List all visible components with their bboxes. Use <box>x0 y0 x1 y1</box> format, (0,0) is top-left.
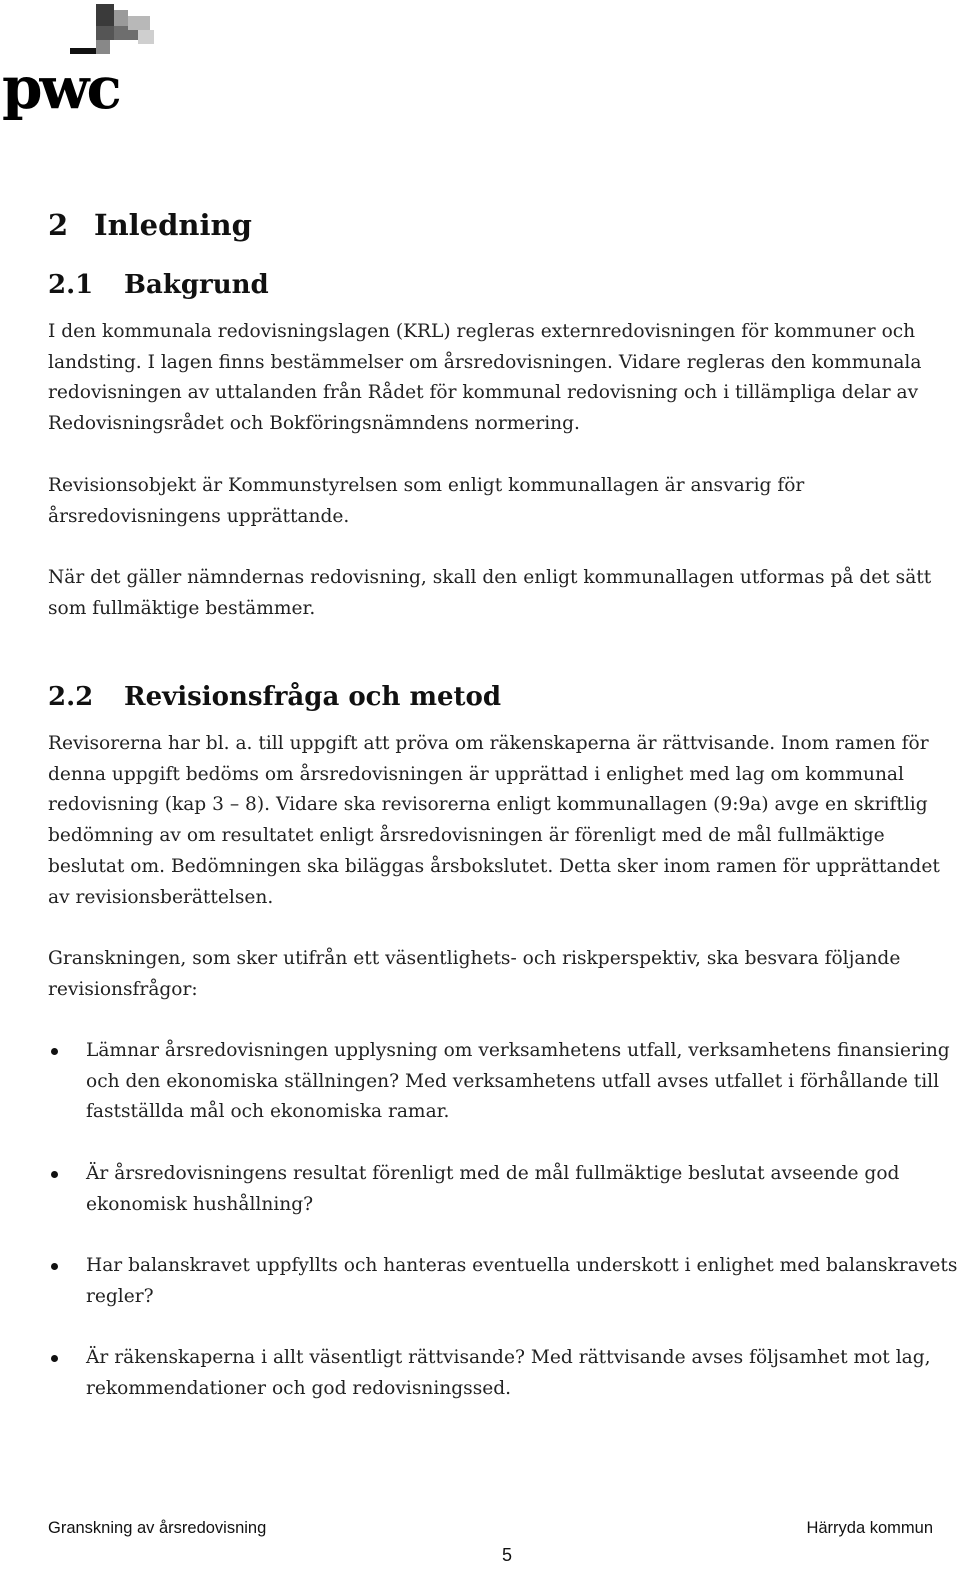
bullet-icon <box>51 1171 58 1178</box>
paragraph: När det gäller nämndernas redovisning, skall den enligt kommunallagen utformas på det sätt som fullmäktige bestämmer. <box>48 567 932 619</box>
section-number: 2.1 <box>48 270 94 300</box>
bullet-icon <box>51 1263 58 1270</box>
chapter-number: 2 <box>48 208 69 242</box>
list-item-text: Har balanskravet uppfyllts och hanteras eventuella underskott i enlighet med balanskravets regler? <box>86 1255 958 1307</box>
logo-wordmark: pwc <box>2 54 119 122</box>
paragraph: Revisorerna har bl. a. till uppgift att pröva om räkenskaperna är rättvisande. Inom ramen för denna uppgift bedöms om årsredovisningen är upprättad i enlighet med lag om kommunal redovisning (kap 3 – 8). Vidare ska revisorerna enligt kommunallagen (9:9a) avge en skriftlig bedömning av om resultatet enligt årsredovisningen är förenligt med de mål fullmäktige beslutat om. Bedömningen ska biläggas årsbokslutet. Detta sker inom ramen för upprättandet av revisionsberättelsen. <box>48 733 940 908</box>
list-item-text: Är räkenskaperna i allt väsentligt rättvisande? Med rättvisande avses följsamhet mot lag, rekommendationer och god redovisningssed. <box>86 1347 931 1399</box>
pwc-logo-blocks-icon <box>70 0 160 60</box>
section-title: Bakgrund <box>124 270 269 300</box>
list-item-text: Lämnar årsredovisningen upplysning om verksamhetens utfall, verksamhetens finansiering och den ekonomiska ställningen? Med verksamhetens utfall avses utfallet i förhållande till fastställda mål och ekonomiska ramar. <box>86 1040 950 1123</box>
section-heading-bakgrund <box>48 270 269 300</box>
page-number: 5 <box>502 1545 513 1565</box>
paragraph: Granskningen, som sker utifrån ett väsentlighets- och riskperspektiv, ska besvara följande revisionsfrågor: <box>48 948 901 1000</box>
section-title: Revisionsfråga och metod <box>124 682 502 712</box>
pwc-logo <box>0 0 170 125</box>
footer-document-title: Granskning av årsredovisning <box>48 1519 267 1537</box>
section-number: 2.2 <box>48 682 94 712</box>
list-item-text: Är årsredovisningens resultat förenligt med de mål fullmäktige beslutat avseende god ekonomisk hushållning? <box>86 1163 900 1215</box>
chapter-heading <box>48 208 252 242</box>
paragraph: I den kommunala redovisningslagen (KRL) regleras externredovisningen för kommuner och landsting. I lagen finns bestämmelser om årsredovisningen. Vidare regleras den kommunala redovisningen av uttalanden från Rådet för kommunal redovisning och i tillämpliga delar av Redovisningsrådet och Bokföringsnämndens normering. <box>48 321 922 435</box>
chapter-title: Inledning <box>94 208 252 242</box>
bullet-icon <box>51 1355 58 1362</box>
footer-organization: Härryda kommun <box>806 1519 933 1537</box>
bullet-icon <box>51 1048 58 1055</box>
section-heading-revisionsfraga <box>48 682 501 712</box>
paragraph: Revisionsobjekt är Kommunstyrelsen som enligt kommunallagen är ansvarig för årsredovisningens upprättande. <box>48 475 805 527</box>
